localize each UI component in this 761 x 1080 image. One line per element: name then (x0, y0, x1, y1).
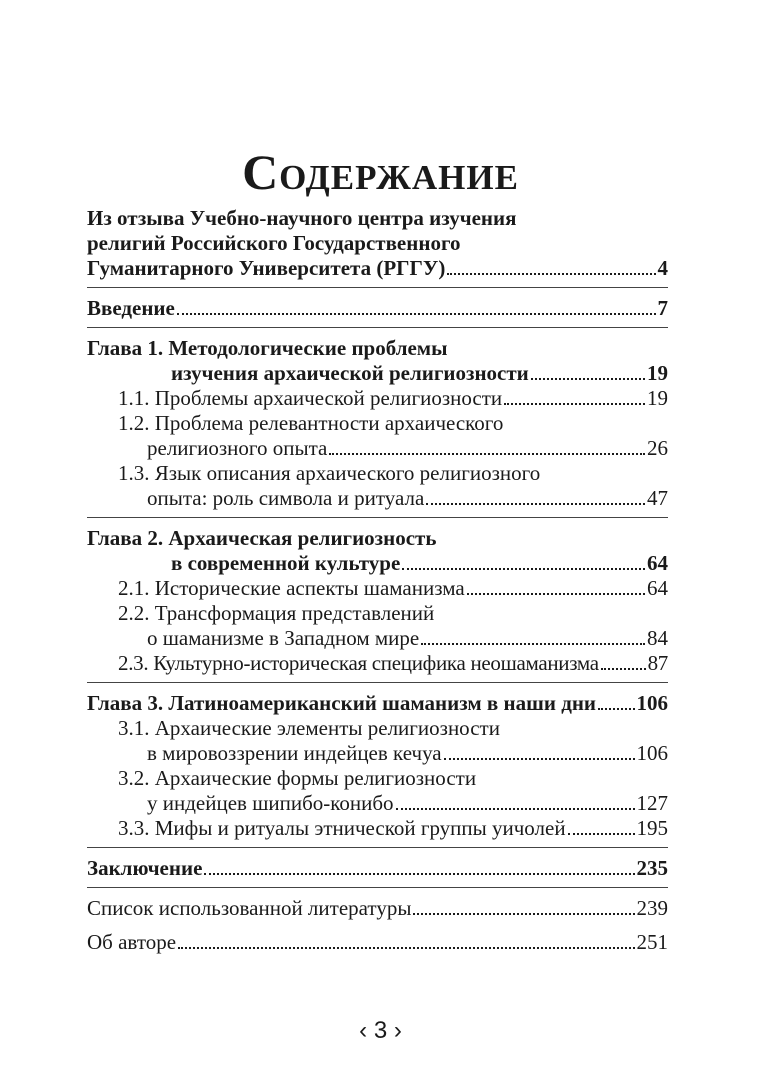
toc-entry-label: 1.2. Проблема релевантности архаического (118, 411, 504, 435)
toc-entry-review[interactable] (87, 206, 668, 281)
divider (87, 887, 668, 888)
toc-page-number: 106 (636, 741, 668, 765)
toc-page-number: 19 (647, 361, 668, 385)
toc-entry-section-2-2[interactable] (87, 601, 668, 651)
dot-leader (601, 668, 646, 670)
toc-page-number: 19 (647, 386, 668, 410)
toc-page-number: 87 (647, 651, 668, 675)
toc-entry-label: изучения архаической религиозности (171, 361, 529, 385)
page-number: ‹ 3 › (359, 1017, 402, 1044)
toc-entry-label: Из отзыва Учебно-научного центра изучения (87, 206, 517, 230)
dot-leader (598, 708, 634, 710)
page-title: Содержание (242, 143, 519, 200)
toc-entry-label: Глава 3. Латиноамериканский шаманизм в наши дни (87, 691, 597, 715)
dot-leader (504, 403, 645, 405)
toc-page-number: 106 (636, 691, 668, 715)
toc-entry-label: Глава 1. Методологические проблемы (87, 336, 448, 360)
toc-entry-label: 1.1. Проблемы архаической религиозности (118, 386, 503, 410)
dot-leader (177, 313, 656, 315)
dot-leader (447, 273, 655, 275)
toc-entry-label: Заключение (87, 856, 203, 880)
toc-page-number: 195 (636, 816, 668, 840)
toc-entry-label: Об авторе (87, 930, 177, 954)
toc-page-number: 235 (636, 856, 668, 880)
toc-entry-label: Гуманитарного Университета (РГГУ) (87, 256, 446, 280)
toc-entry-label: 3.1. Архаические элементы религиозности (118, 716, 500, 740)
toc-entry-label: в современной культуре (171, 551, 401, 575)
dot-leader (426, 503, 645, 505)
dot-leader (396, 808, 635, 810)
toc-entry-conclusion[interactable] (87, 856, 668, 881)
dot-leader (467, 593, 645, 595)
toc-entry-label: религий Российского Государственного (87, 231, 461, 255)
table-of-contents (87, 206, 668, 955)
divider (87, 517, 668, 518)
toc-entry-label: Глава 2. Архаическая религиозность (87, 526, 437, 550)
dot-leader (531, 378, 645, 380)
toc-entry-label: опыта: роль символа и ритуала (147, 486, 425, 510)
toc-entry-bibliography[interactable] (87, 896, 668, 921)
toc-entry-label: у индейцев шипибо-конибо (147, 791, 394, 815)
toc-entry-label: религиозного опыта (147, 436, 328, 460)
dot-leader (204, 873, 634, 875)
toc-entry-section-2-3[interactable] (87, 651, 668, 676)
toc-entry-label: 2.2. Трансформация представлений (118, 601, 435, 625)
toc-entry-section-1-1[interactable] (87, 386, 668, 411)
dot-leader (413, 913, 634, 915)
dot-leader (178, 947, 634, 949)
toc-entry-chapter-2[interactable] (87, 526, 668, 576)
dot-leader (329, 453, 645, 455)
toc-page-number: 64 (647, 551, 668, 575)
toc-entry-label: Список использованной литературы (87, 896, 412, 920)
toc-entry-label: в мировоззрении индейцев кечуа (147, 741, 442, 765)
toc-page-number: 127 (636, 791, 668, 815)
toc-entry-label: 1.3. Язык описания архаического религиозного (118, 461, 541, 485)
toc-entry-section-3-1[interactable] (87, 716, 668, 766)
toc-entry-label: 3.3. Мифы и ритуалы этнической группы уичолей (118, 816, 566, 840)
dot-leader (421, 643, 645, 645)
toc-entry-intro[interactable] (87, 296, 668, 321)
toc-entry-label: о шаманизме в Западном мире (147, 626, 420, 650)
toc-entry-section-3-2[interactable] (87, 766, 668, 816)
divider (87, 287, 668, 288)
toc-entry-label: 3.2. Архаические формы религиозности (118, 766, 477, 790)
toc-page-number: 7 (657, 296, 668, 320)
toc-entry-chapter-3[interactable] (87, 691, 668, 716)
toc-entry-about-author[interactable] (87, 930, 668, 955)
dot-leader (568, 833, 635, 835)
toc-page-number: 4 (657, 256, 668, 280)
toc-page-number: 47 (647, 486, 668, 510)
toc-entry-label: 2.1. Исторические аспекты шаманизма (118, 576, 465, 600)
toc-entry-label: Введение (87, 296, 175, 320)
toc-page-number: 84 (647, 626, 668, 650)
dot-leader (402, 568, 645, 570)
toc-entry-section-3-3[interactable] (87, 816, 668, 841)
toc-entry-section-2-1[interactable] (87, 576, 668, 601)
dot-leader (444, 758, 635, 760)
toc-page-number: 251 (636, 930, 668, 954)
divider (87, 847, 668, 848)
toc-page-number: 26 (647, 436, 668, 460)
toc-entry-section-1-3[interactable] (87, 461, 668, 511)
toc-page-number: 64 (647, 576, 668, 600)
toc-entry-section-1-2[interactable] (87, 411, 668, 461)
toc-entry-label: 2.3. Культурно-историческая специфика неошаманизма (118, 651, 599, 675)
divider (87, 682, 668, 683)
toc-page-number: 239 (636, 896, 668, 920)
toc-entry-chapter-1[interactable] (87, 336, 668, 386)
divider (87, 327, 668, 328)
